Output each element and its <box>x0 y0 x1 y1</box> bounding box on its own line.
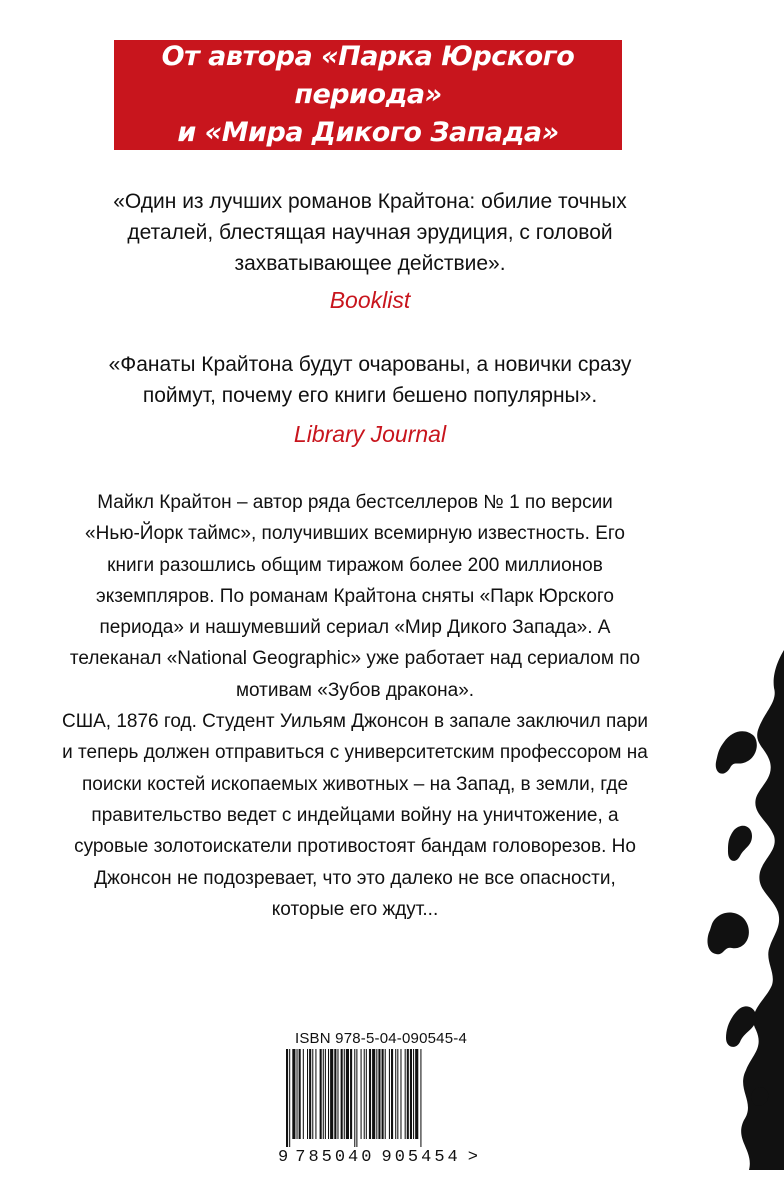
desc-p1-line-6: телеканал «National Geographic» уже работает над сериалом по <box>69 648 641 670</box>
barcode-icon <box>278 1049 478 1147</box>
barcode-digits-right: 905454 <box>381 1148 461 1167</box>
review-source-booklist: Booklist <box>329 287 411 313</box>
desc-p2-line-2: и теперь должен отправиться с университетским профессором на <box>62 742 648 764</box>
barcode-bar <box>297 1049 298 1139</box>
desc-p2-line-3: поиски костей ископаемых животных – на Запад, в земли, где <box>81 773 629 795</box>
barcode-bar <box>323 1049 324 1139</box>
barcode-bar <box>346 1049 349 1139</box>
barcode-arrow: > <box>467 1148 478 1167</box>
desc-p1-line-2: «Нью-Йорк таймс», получивших всемирную известность. Его <box>85 523 625 545</box>
barcode-bar <box>389 1049 390 1139</box>
desc-p2-line-1: США, 1876 год. Студент Уильям Джонсон в запале заключил пари <box>61 711 649 733</box>
review-1-line-3: захватывающее действие». <box>234 252 506 275</box>
barcode-bar <box>413 1049 414 1139</box>
barcode-bar <box>307 1049 308 1139</box>
barcode-bar <box>286 1049 288 1147</box>
barcode-bar <box>312 1049 313 1139</box>
isbn-label: ISBN 978-5-04-090545-4 <box>294 1030 467 1047</box>
desc-p1-line-5: периода» и нашумевший сериал «Мир Дикого Запада». А <box>99 617 611 639</box>
review-quote-2 <box>70 349 670 411</box>
barcode-bar <box>400 1049 401 1139</box>
ink-splash-decoration <box>694 650 784 1170</box>
banner-line-2: и «Мира Дикого Запада» <box>177 117 559 148</box>
barcode-digits <box>278 1148 478 1167</box>
review-source-library-journal: Library Journal <box>293 421 447 447</box>
barcode-bar <box>397 1049 398 1139</box>
review-1-line-1: «Один из лучших романов Крайтона: обилие точных <box>113 190 627 213</box>
barcode-bar <box>341 1049 343 1139</box>
barcode-bar <box>356 1049 357 1147</box>
barcode-bar <box>354 1049 355 1147</box>
barcode-bar <box>361 1049 362 1139</box>
barcode-bar <box>299 1049 301 1139</box>
desc-p1-line-4: экземпляров. По романам Крайтона сняты «Парк Юрского <box>96 585 614 607</box>
barcode-bar <box>309 1049 311 1139</box>
barcode-bar <box>382 1049 384 1139</box>
book-description <box>60 487 650 925</box>
barcode-bar <box>344 1049 345 1139</box>
barcode-bar <box>415 1049 418 1139</box>
author-banner <box>114 40 622 150</box>
barcode-bar <box>330 1049 333 1139</box>
description-paragraph-author <box>60 487 650 706</box>
barcode-bar <box>376 1049 377 1139</box>
barcode-digit-first: 9 <box>278 1148 289 1167</box>
barcode-bar <box>303 1049 304 1139</box>
desc-p2-line-6: Джонсон не подозревает, что это далеко не все опасности, <box>94 867 616 889</box>
barcode-bar <box>366 1049 367 1139</box>
barcode-digits-left: 785040 <box>295 1148 375 1167</box>
barcode-bar <box>364 1049 365 1139</box>
barcode-bar <box>337 1049 338 1139</box>
barcode-bar <box>325 1049 326 1139</box>
barcode-bar <box>328 1049 329 1139</box>
desc-p1-line-1: Майкл Крайтон – автор ряда бестселлеров № 1 по версии <box>97 492 613 513</box>
review-2-line-1: «Фанаты Крайтона будут очарованы, а новички сразу <box>108 353 632 376</box>
barcode-bar <box>289 1049 290 1147</box>
barcode-bar <box>334 1049 336 1139</box>
barcode-bar <box>320 1049 322 1139</box>
desc-p2-line-4: правительство ведет с индейцами войну на уничтожение, а <box>91 804 619 826</box>
barcode-bar <box>407 1049 409 1139</box>
desc-p2-line-7: которые его ждут... <box>271 898 439 920</box>
isbn-block <box>278 1030 482 1167</box>
barcode-bar <box>292 1049 295 1139</box>
review-2-line-2: поймут, почему его книги бешено популярны». <box>142 384 598 407</box>
barcode-bar <box>410 1049 412 1139</box>
desc-p1-line-7: мотивам «Зубов дракона». <box>235 679 475 701</box>
description-paragraph-plot <box>60 706 650 925</box>
barcode-bar <box>315 1049 316 1139</box>
barcode-bar <box>369 1049 371 1139</box>
review-1-line-2: деталей, блестящая научная эрудиция, с головой <box>127 221 613 244</box>
banner-line-1: От автора «Парка Юрского периода» <box>161 41 575 110</box>
barcode-bar <box>395 1049 396 1139</box>
review-quote-1 <box>70 186 670 279</box>
desc-p1-line-3: книги разошлись общим тиражом более 200 миллионов <box>107 554 603 576</box>
barcode-bar <box>372 1049 375 1139</box>
desc-p2-line-5: суровые золотоискатели противостоят бандам головорезов. Но <box>74 836 636 858</box>
barcode-bar <box>350 1049 352 1139</box>
barcode-bar <box>420 1049 421 1147</box>
barcode-bar <box>378 1049 380 1139</box>
barcode-bar <box>405 1049 406 1139</box>
barcode-bar <box>391 1049 393 1139</box>
barcode-bar <box>385 1049 386 1139</box>
